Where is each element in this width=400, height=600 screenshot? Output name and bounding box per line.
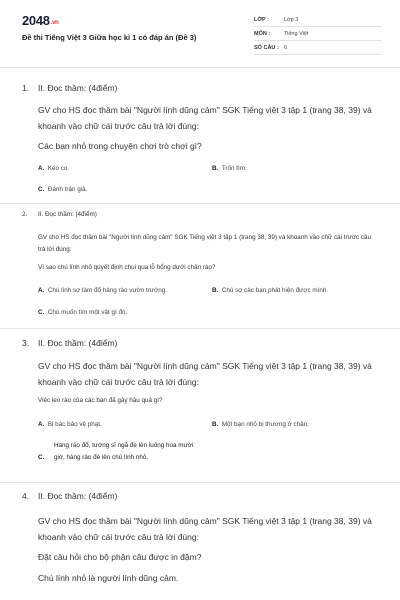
meta-grade-label: LỚP : — [254, 17, 269, 23]
answer-text: Chú lính nhỏ là người lính dũng cảm. — [38, 573, 179, 583]
option-a[interactable] — [38, 285, 167, 297]
question-heading: II. Đọc thầm: (4điểm) — [38, 83, 118, 93]
option-a[interactable] — [38, 163, 69, 175]
meta-grade-value: Lớp 3 — [284, 17, 299, 23]
question-divider — [0, 203, 400, 204]
question-divider — [0, 482, 400, 483]
question-instruction: GV cho HS đọc thầm bài "Người lính dũng cảm" SGK Tiếng việt 3 tập 1 (trang 38, 39) và khoanh vào chữ cái trước câu trả lời đúng: — [38, 516, 372, 542]
question-heading: II. Đọc thầm: (4điểm) — [38, 211, 97, 218]
page-header — [0, 0, 400, 66]
option-letter: B. — [212, 287, 219, 294]
page-title: Đề thi Tiếng Việt 3 Giữa học kì 1 có đáp án (Đề 3) — [22, 33, 197, 42]
question-text: Đặt câu hỏi cho bộ phận câu được in đậm? — [38, 552, 202, 562]
option-letter: C. — [38, 186, 45, 193]
meta-count — [254, 42, 382, 55]
header-divider — [0, 67, 400, 68]
meta-subject — [254, 28, 382, 41]
meta-subject-label: MÔN : — [254, 31, 271, 37]
option-text: Kéo co. — [47, 165, 70, 172]
option-c[interactable] — [38, 184, 87, 196]
logo-text: 2048 — [22, 13, 50, 28]
question-number: 4. — [22, 491, 30, 501]
option-letter: B. — [212, 421, 219, 428]
question-heading: II. Đọc thầm: (4điểm) — [38, 338, 118, 348]
question-instruction: GV cho HS đọc thầm bài "Người lính dũng cảm" SGK Tiếng việt 3 tập 1 (trang 38, 39) và khoanh vào chữ cái trước câu trả lời đúng: — [38, 105, 372, 131]
option-letter: A. — [38, 165, 45, 172]
option-c-text: Hàng rào đổ, tướng sĩ ngã đè lên luống hoa mười giờ, hàng rào đè lên chú lính nhỏ. — [54, 442, 194, 461]
option-a[interactable] — [38, 419, 102, 431]
option-text: Đánh trận giả. — [47, 186, 88, 193]
question-text: Việc leo rào của các bạn đã gây hậu quả gì? — [38, 397, 163, 404]
option-c[interactable] — [38, 452, 44, 464]
site-logo[interactable] — [22, 13, 59, 28]
option-letter: B. — [212, 165, 219, 172]
question-heading: II. Đọc thầm: (4điểm) — [38, 491, 118, 501]
option-c[interactable] — [38, 307, 127, 319]
question-divider — [0, 328, 400, 329]
option-text: Chú muốn tìm một vật gì đó. — [47, 309, 128, 316]
option-text: Trốn tìm. — [221, 165, 247, 172]
question-text: Các bạn nhỏ trong chuyện chơi trò chơi gì? — [38, 141, 202, 151]
meta-count-value: 6 — [284, 45, 288, 51]
option-text: Một bạn nhỏ bị thương ở chân. — [221, 421, 309, 428]
meta-count-label: SỐ CÂU : — [254, 45, 279, 51]
logo-suffix: .vn — [50, 20, 59, 26]
question-instruction: GV cho HS đọc thầm bài "Người lính dũng cảm" SGK Tiếng việt 3 tập 1 (trang 38, 39) và khoanh vào chữ cái trước câu trả lời đúng: — [38, 361, 372, 387]
question-instruction: GV cho HS đọc thầm bài "Người lính dũng cảm" SGK Tiếng việt 3 tập 1 (trang 38, 39) và khoanh vào chữ cái trước câu trả lời đúng: — [38, 234, 372, 253]
question-number: 1. — [22, 83, 30, 93]
question-number: 2. — [22, 211, 28, 218]
option-text: Chú sợ các bạn phát hiện được mình. — [221, 287, 329, 294]
option-letter: C. — [38, 309, 45, 316]
option-letter: C. — [38, 454, 45, 461]
option-b[interactable] — [212, 163, 247, 175]
question-text: Vì sao chú lính nhỏ quyết định chui qua lỗ hổng dưới chân rào? — [38, 264, 216, 271]
option-text: Bị bác bảo vệ phạt. — [47, 421, 102, 428]
meta-grade — [254, 14, 382, 27]
option-text: Chú lính sợ làm đổ hàng rào vườn trường. — [47, 287, 167, 294]
option-letter: A. — [38, 421, 45, 428]
meta-subject-value: Tiếng Việt — [284, 31, 309, 37]
question-number: 3. — [22, 338, 30, 348]
option-b[interactable] — [212, 419, 309, 431]
option-b[interactable] — [212, 285, 328, 297]
option-letter: A. — [38, 287, 45, 294]
